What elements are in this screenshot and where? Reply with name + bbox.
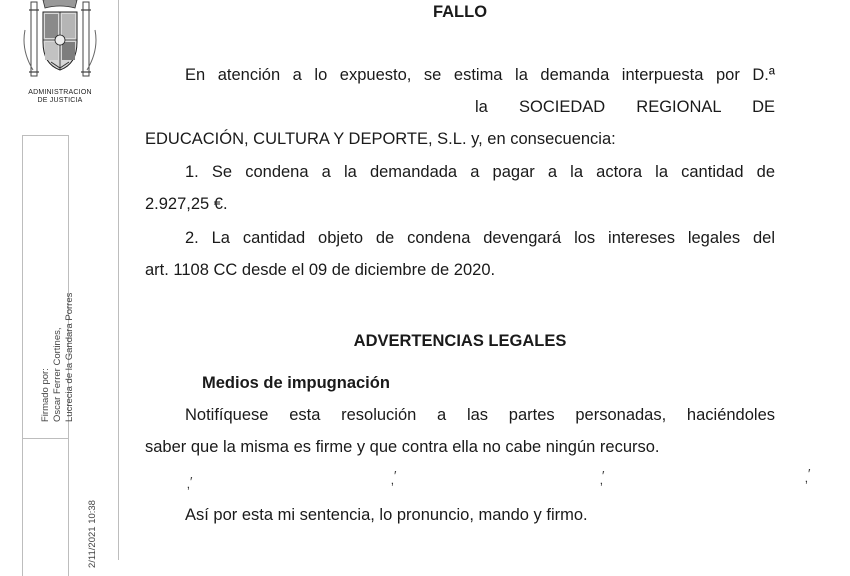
item2-line1: 2. La cantidad objeto de condena devengará los intereses legales del — [185, 229, 775, 247]
item2-line2: art. 1108 CC desde el 09 de diciembre de 2020. — [145, 261, 496, 279]
p2-line1: Notifíquese esta resolución a las partes personadas, haciéndoles — [185, 406, 775, 424]
heading-advertencias: ADVERTENCIAS LEGALES — [353, 332, 567, 350]
signer-name-2: Lucrecia de la Gandara Porres — [64, 292, 75, 422]
subheading-medios: Medios de impugnación — [202, 374, 390, 392]
admin-line1: ADMINISTRACION — [28, 89, 92, 96]
closing-line: Así por esta mi sentencia, lo pronuncio, mando y firmo. — [185, 506, 588, 524]
item1-line2: 2.927,25 €. — [145, 195, 228, 213]
heading-fallo: FALLO — [432, 3, 488, 21]
admin-label — [10, 89, 110, 105]
signed-by-label: Firmado por: — [40, 368, 51, 422]
signer-name-1: Oscar Ferrer Cortines, — [52, 327, 63, 422]
p1-line2: la SOCIEDAD REGIONAL DE — [475, 98, 775, 116]
signed-date: 2/11/2021 10:38 — [87, 500, 98, 568]
p2-line2: saber que la misma es firme y que contra ella no cabe ningún recurso. — [145, 438, 660, 456]
coat-of-arms-icon — [21, 0, 99, 88]
item1-line1: 1. Se condena a la demandada a pagar a la actora la cantidad de — [185, 163, 775, 181]
left-margin — [0, 0, 118, 568]
margin-divider — [118, 0, 119, 560]
admin-line2: DE JUSTICIA — [37, 97, 83, 104]
p1-line3: EDUCACIÓN, CULTURA Y DEPORTE, S.L. y, en consecuencia: — [145, 130, 616, 148]
p1-line1: En atención a lo expuesto, se estima la demanda interpuesta por D.ª — [185, 66, 775, 84]
signature-box-divider — [23, 438, 68, 439]
